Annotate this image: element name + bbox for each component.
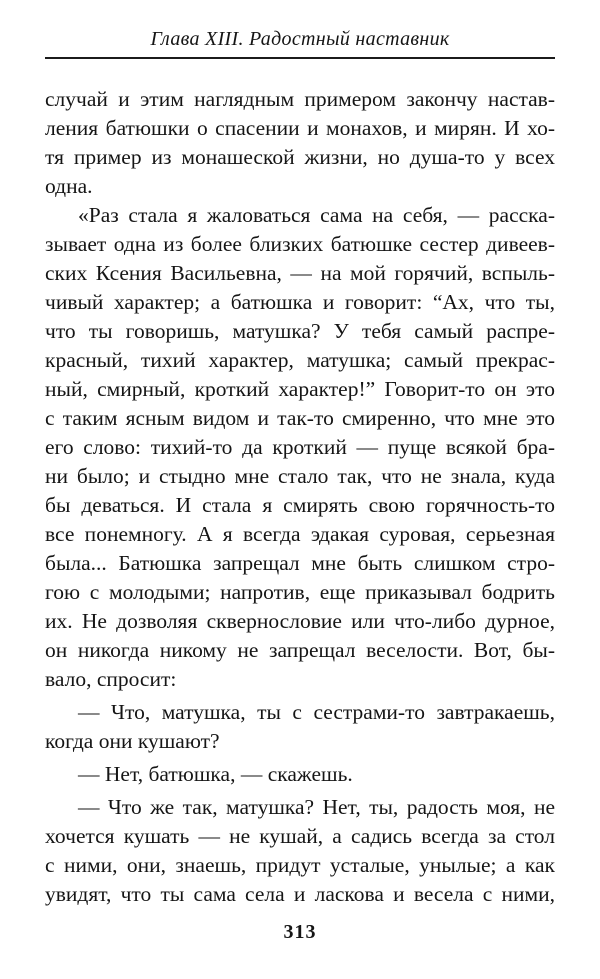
text-line: случай и этим наглядным примером закончу настав- bbox=[45, 87, 555, 111]
text-line: красный, тихий характер, матушка; самый прекрас- bbox=[45, 348, 555, 372]
header-rule bbox=[45, 57, 555, 59]
text-line: все понемногу. А я всегда эдакая суровая, серьезная bbox=[45, 522, 555, 546]
text-line: увидят, что ты сама села и ласкова и весела с ними, bbox=[45, 882, 555, 906]
text-line: «Раз стала я жаловаться сама на себя, — расска- bbox=[78, 203, 555, 227]
paragraph bbox=[45, 760, 555, 789]
text-line: с таким ясным видом и так-то смиренно, что мне это bbox=[45, 406, 555, 430]
paragraph bbox=[45, 201, 555, 694]
paragraph bbox=[45, 85, 555, 201]
paragraph bbox=[45, 793, 555, 909]
text-line: его слово: тихий-то да кроткий — пуще всякой бра- bbox=[45, 435, 555, 459]
text-line: была... Батюшка запрещал мне быть слишком стро- bbox=[45, 551, 555, 575]
text-line: когда они кушают? bbox=[45, 729, 220, 753]
running-head-chapter-title: Глава XIII. Радостный наставник bbox=[150, 28, 450, 50]
text-line: хочется кушать — не кушай, а садись всегда за стол bbox=[45, 824, 555, 848]
paragraph bbox=[45, 698, 555, 756]
text-line: ный, смирный, кроткий характер!” Говорит-то он это bbox=[45, 377, 555, 401]
text-line: одна. bbox=[45, 174, 93, 198]
text-line: тя пример из монашеской жизни, но душа-то у всех bbox=[45, 145, 555, 169]
page-number: 313 bbox=[283, 921, 317, 943]
text-line: их. Не дозволяя сквернословие или что-либо дурное, bbox=[45, 609, 555, 633]
text-line: — Нет, батюшка, — скажешь. bbox=[78, 762, 353, 786]
text-line: — Что же так, матушка? Нет, ты, радость моя, не bbox=[78, 795, 555, 819]
text-line: он никогда никому не запрещал веселости. Вот, бы- bbox=[45, 638, 555, 662]
text-line: бы деваться. И стала я смирять свою горячность-то bbox=[45, 493, 555, 517]
text-line: ни было; и стыдно мне стало так, что не знала, куда bbox=[45, 464, 555, 488]
text-line: гою с молодыми; напротив, еще приказывал бодрить bbox=[45, 580, 555, 604]
text-line: зывает одна из более близких батюшке сестер дивеев- bbox=[45, 232, 555, 256]
text-line: чивый характер; а батюшка и говорит: “Ах, что ты, bbox=[45, 290, 555, 314]
text-line: ления батюшки о спасении и монахов, и мирян. И хо- bbox=[45, 116, 555, 140]
text-line: ских Ксения Васильевна, — на мой горячий, вспыль- bbox=[45, 261, 555, 285]
text-line: — Что, матушка, ты с сестрами-то завтракаешь, bbox=[78, 700, 555, 724]
body-text bbox=[45, 85, 555, 909]
text-line: что ты говоришь, матушка? У тебя самый распре- bbox=[45, 319, 555, 343]
text-line: с ними, они, знаешь, придут усталые, унылые; а как bbox=[45, 853, 555, 877]
text-line: вало, спросит: bbox=[45, 667, 177, 691]
